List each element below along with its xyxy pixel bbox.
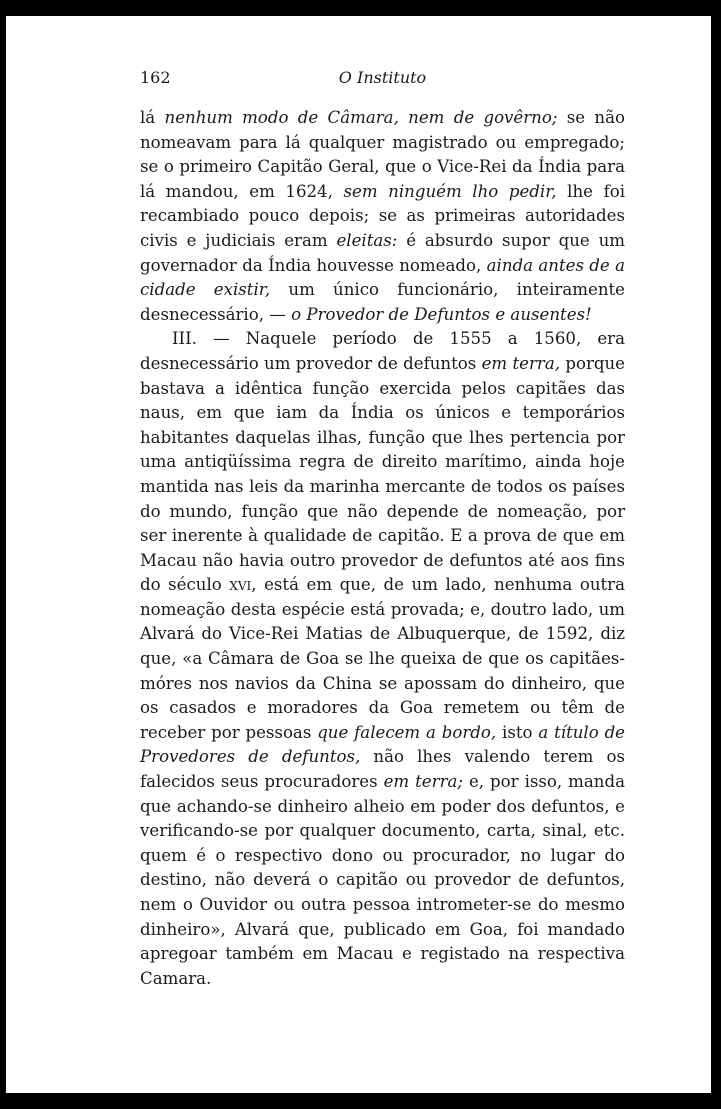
body-text — [140, 106, 625, 991]
paragraph-section-iii — [140, 327, 625, 991]
text-run: lhe foi recambiado pouco depois; se as primeiras autoridades civis e judiciais eram — [140, 181, 626, 250]
text-run: porque bastava a idêntica função exercida pelos capitães das naus, em que iam da Índia os únicos e temporários habitantes daquelas ilhas, função que lhes pertencia por uma antiqüíssima regra de direito marítimo, ainda hoje mantida nas leis da marinha mercante de todos os países do mundo, função que não depende de nomeação, por ser inerente à qualidade de capitão. E a prova de que em Macau não havia outro provedor de defuntos até aos fins do século — [140, 353, 626, 595]
text-run: é absurdo supor que um governador da Índia houvesse nomeado, — [140, 230, 625, 275]
italic-run: que falecem a bordo, — [317, 722, 497, 742]
text-run: III. — Naquele período de 1555 a 1560, era desnecessário um provedor de defuntos — [140, 329, 625, 373]
italic-run: em terra, — [481, 353, 561, 373]
page-header — [140, 68, 625, 96]
text-run: , está em que, de um lado, nenhuma outra nomeação desta espécie está provada; e, doutro lado, um Alvará do Vice-Rei Matias de Albuquerque, de 1592, diz que, «a Câmara de Goa se lhe queixa de que os capitães-móres nos navios da China se apossam do dinheiro, que os casados e moradores da Goa remetem ou têm de receber por pessoas — [140, 575, 626, 742]
book-page — [140, 68, 625, 991]
italic-run: sem ninguém lho pedir, — [343, 181, 557, 201]
italic-run: o Provedor de Defuntos e ausentes! — [291, 304, 592, 324]
page-number: 162 — [140, 68, 171, 87]
text-run: um único funcionário, inteiramente desnecessário, — — [140, 280, 625, 324]
text-run: isto — [496, 722, 539, 742]
paragraph-continued — [140, 106, 625, 327]
running-title: O Instituto — [338, 68, 427, 87]
italic-run: nenhum modo de Câmara, nem de govêrno; — [164, 108, 558, 127]
text-run: se não nomeavam para lá qualquer magistrado ou empregado; se o primeiro Capitão Geral, que o Vice-Rei da Índia para lá mandou, em 1624, — [140, 108, 625, 201]
text-run: não lhes valendo terem os falecidos seus procuradores — [140, 747, 626, 792]
text-run: e, por isso, manda que achando-se dinheiro alheio em poder dos defuntos, e verificando-se por qualquer documento, carta, sinal, etc. quem é o respectivo dono ou procurador, no lugar do destino, não deverá o capitão ou provedor de defuntos, nem o Ouvidor ou outra pessoa intrometer-se do mesmo dinheiro», Alvará que, publicado em Goa, foi mandado apregoar também em Macau e registado na respectiva Camara. — [140, 772, 625, 988]
italic-run: ainda antes de a cidade existir, — [140, 255, 625, 300]
italic-run: eleitas: — [336, 230, 398, 250]
italic-run: a título de Provedores de defuntos, — [140, 722, 626, 767]
text-run: lá — [140, 108, 165, 127]
small-caps-run: xvi — [229, 575, 252, 595]
italic-run: em terra; — [383, 772, 463, 792]
